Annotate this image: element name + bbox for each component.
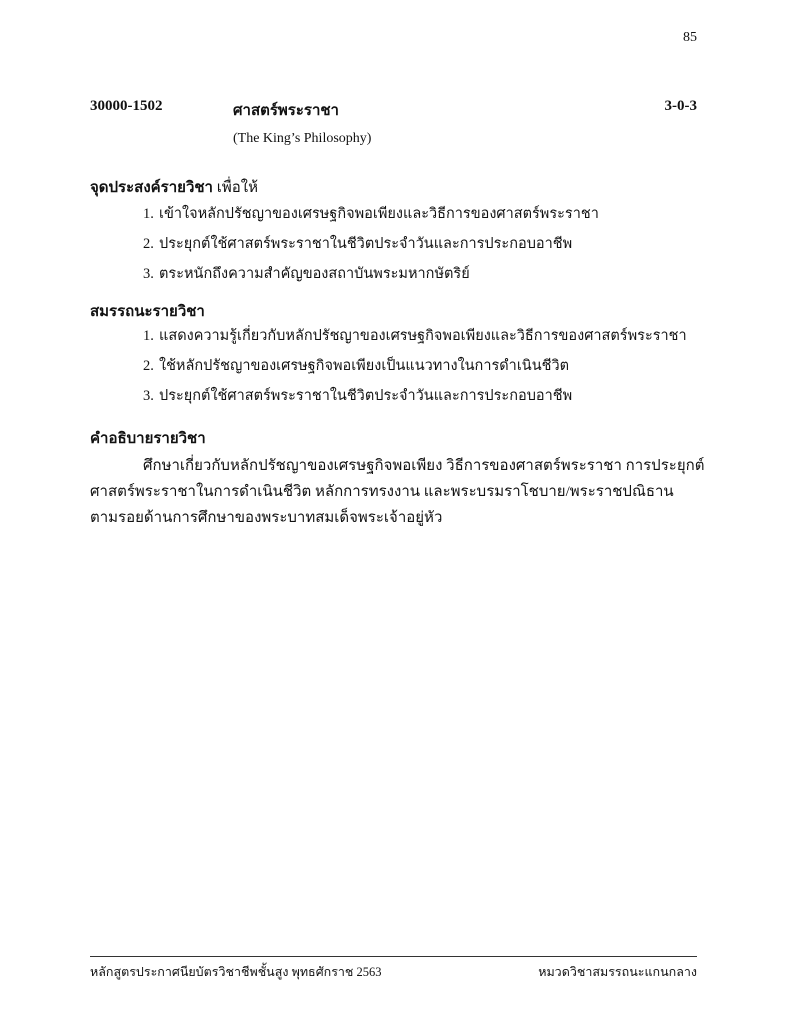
list-item [143, 384, 687, 414]
course-header [90, 98, 697, 122]
footer-divider [90, 956, 697, 957]
list-item [143, 232, 599, 262]
description-line: ศาสตร์พระราชาในการดำเนินชีวิต หลักการทรงงาน และพระบรมราโชบาย/พระราชปณิธาน [90, 484, 674, 500]
competencies-list [143, 324, 687, 414]
objectives-heading-suffix: เพื่อให้ [216, 180, 258, 196]
list-item [143, 324, 687, 354]
competencies-heading [90, 299, 205, 323]
description-line: ศึกษาเกี่ยวกับหลักปรัชญาของเศรษฐกิจพอเพียง วิธีการของศาสตร์พระราชา การประยุกต์ [143, 458, 705, 474]
course-title-english: (The King’s Philosophy) [233, 131, 372, 146]
item-number: 1. [143, 206, 154, 222]
item-text: แสดงความรู้เกี่ยวกับหลักปรัชญาของเศรษฐกิจพอเพียงและวิธีการของศาสตร์พระราชา [159, 328, 687, 344]
description-body [90, 453, 705, 531]
item-text: ประยุกต์ใช้ศาสตร์พระราชาในชีวิตประจำวันและการประกอบอาชีพ [159, 236, 573, 252]
description-line: ตามรอยด้านการศึกษาของพระบาทสมเด็จพระเจ้าอยู่หัว [90, 510, 443, 526]
footer-curriculum: หลักสูตรประกาศนียบัตรวิชาชีพชั้นสูง พุทธศักราช 2563 [90, 965, 382, 979]
item-text: ใช้หลักปรัชญาของเศรษฐกิจพอเพียงเป็นแนวทางในการดำเนินชีวิต [159, 358, 570, 374]
footer-category: หมวดวิชาสมรรถนะแกนกลาง [538, 965, 697, 979]
objectives-heading [90, 175, 258, 199]
page-number: 85 [683, 30, 697, 45]
course-code: 30000-1502 [90, 98, 163, 114]
course-credits: 3-0-3 [664, 98, 697, 114]
description-heading [90, 426, 206, 450]
item-text: ตระหนักถึงความสำคัญของสถาบันพระมหากษัตริย์ [159, 266, 470, 282]
list-item [143, 202, 599, 232]
list-item [143, 354, 687, 384]
list-item [143, 262, 599, 292]
item-text: ประยุกต์ใช้ศาสตร์พระราชาในชีวิตประจำวันและการประกอบอาชีพ [159, 388, 573, 404]
item-number: 2. [143, 358, 154, 374]
item-text: เข้าใจหลักปรัชญาของเศรษฐกิจพอเพียงและวิธีการของศาสตร์พระราชา [159, 206, 599, 222]
item-number: 2. [143, 236, 154, 252]
item-number: 3. [143, 388, 154, 404]
objectives-heading-label: จุดประสงค์รายวิชา [90, 180, 213, 196]
item-number: 3. [143, 266, 154, 282]
item-number: 1. [143, 328, 154, 344]
description-heading-label: คำอธิบายรายวิชา [90, 431, 206, 447]
competencies-heading-label: สมรรถนะรายวิชา [90, 304, 205, 320]
objectives-list [143, 202, 599, 292]
course-title-thai: ศาสตร์พระราชา [233, 103, 339, 119]
